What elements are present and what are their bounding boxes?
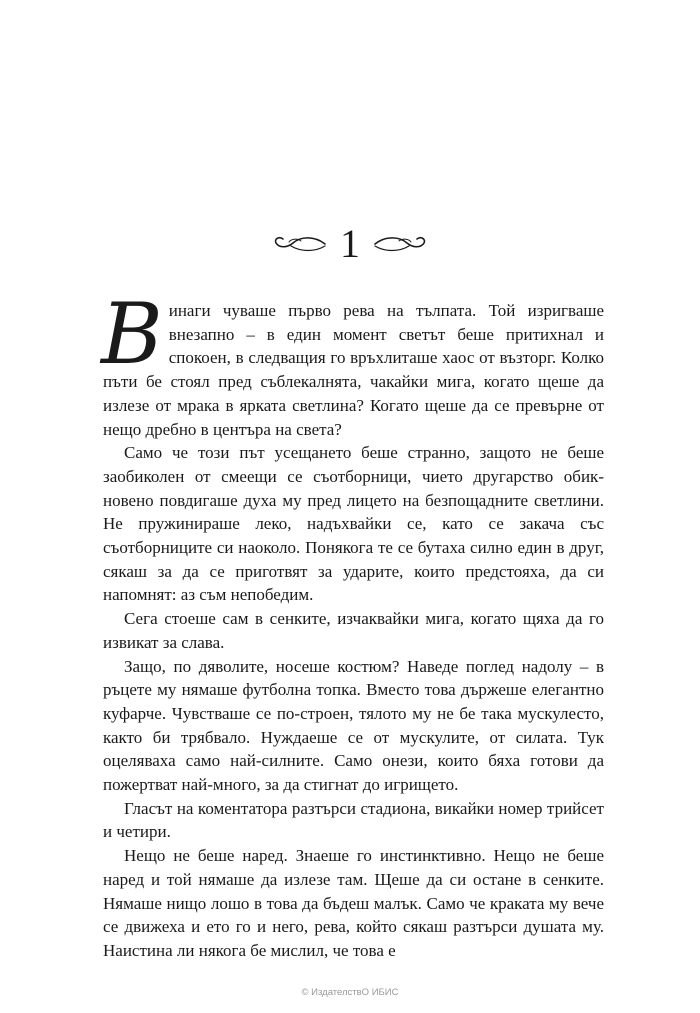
left-flourish-ornament bbox=[271, 233, 327, 255]
paragraph-5: Гласът на коментатора разтърси стадиона, викайки номер трийсет и четири. bbox=[103, 798, 604, 842]
chapter-heading bbox=[0, 222, 700, 266]
publisher-watermark: © ИздателствО ИБИС bbox=[301, 987, 399, 998]
right-flourish-ornament bbox=[373, 233, 429, 255]
paragraph-1 bbox=[101, 285, 604, 441]
drop-cap: В bbox=[101, 285, 163, 383]
paragraph-1-text: инаги чуваше първо рева на тълпата. Той изригваше внезапно – в един момент светът беше притихнал и спокоен, в следващия го връхлиташе хаос от възторг. Колко пъти бе стоял пред съблекалнята, чакайки мига, когато щеше да излезе от мрака в ярката светлина? Когато щеше да се превърне от нещо дребно в центъра на света? bbox=[103, 301, 604, 439]
chapter-body bbox=[101, 285, 604, 963]
paragraph-3: Сега стоеше сам в сенките, изчаквайки мига, когато щяха да го извикат за слава. bbox=[103, 609, 604, 652]
paragraph-6: Нещо не беше наред. Знаеше го инстинктивно. Нещо не беше наред и той нямаше да излезе там. Щеше да си остане в сенките. Нямаше нищо лошо в това да бъдеш малък. Само че краката му вече се движеха и ето го и него, рева, който сякаш разтърси душата му. Наистина ли някога бе мислил, че това е bbox=[103, 846, 604, 960]
chapter-number: 1 bbox=[340, 221, 360, 266]
paragraph-4: Защо, по дяволите, носеше костюм? Наведе поглед надолу – в ръцете му нямаше футболна топка. Вместо това държеше елегантно куфарче. Чувстваше се по-строен, тялото му не бе така мускулесто, както би трябвало. Нуждаеше се от мускулите, от силата. Тук оцеляваха само най-силните. Само онези, които бяха готови да пожертват най-много, за да стигнат до игрището. bbox=[103, 656, 604, 795]
paragraph-2: Само че този път усещането беше странно, защото не беше заобиколен от смеещи се съотборници, чието другарство обикновено повдигаше духа му пред лицето на безпощадните светлини. Не пружинираше леко, надъхвайки се, като се закача със съотборниците си наоколо. Понякога те се бутаха силно един в друг, сякаш за да се приготвят за ударите, които предстояха, да си напомнят: аз съм непобедим. bbox=[103, 443, 604, 605]
